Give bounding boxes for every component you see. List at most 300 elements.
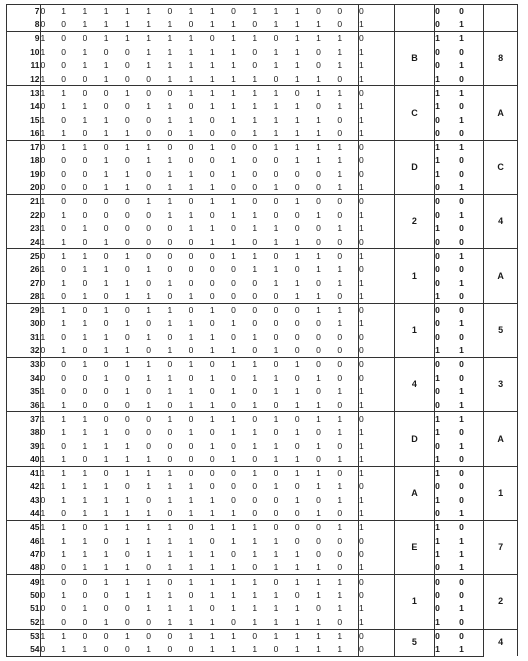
bit-cell: 1 — [273, 182, 279, 193]
row-number: 39 — [7, 439, 41, 453]
bit-cell: 0 — [273, 318, 279, 329]
bit-cell: 1 — [40, 236, 46, 247]
bit-cell: 0 — [337, 114, 343, 125]
code-bit-1: 1 — [435, 412, 460, 426]
bit-cell: 1 — [188, 331, 194, 342]
bit-cell: 0 — [146, 412, 167, 426]
bit-cell: 1 — [125, 140, 146, 154]
code-bit-2: 0 — [459, 466, 484, 480]
bit-cell: 0 — [231, 549, 236, 560]
bit-cell: 1 — [83, 412, 104, 426]
bit-cell: 1 — [294, 236, 300, 247]
bit-cell: 1 — [337, 277, 343, 288]
parity-cell: 0 — [359, 358, 395, 372]
bit-cell: 0 — [40, 603, 46, 614]
bit-cell: 0 — [231, 303, 252, 317]
bit-cell: 1 — [40, 453, 46, 464]
bit-cell: 0 — [104, 629, 125, 643]
bit-cell: 1 — [274, 140, 295, 154]
bit-cell: 1 — [294, 453, 300, 464]
bit-cell: 0 — [40, 345, 46, 356]
row-number: 53 — [7, 629, 41, 643]
bit-cell: 1 — [61, 236, 66, 247]
bit-cell: 0 — [252, 168, 258, 179]
code-bit-1: 1 — [435, 494, 440, 505]
bit-cell: 0 — [61, 195, 82, 209]
group-symbol-left: E — [394, 520, 434, 574]
bit-cell: 1 — [316, 290, 321, 301]
bit-cell: 1 — [125, 629, 146, 643]
bit-cell: 0 — [167, 453, 173, 464]
bit-cell: 1 — [273, 386, 279, 397]
bit-cell: 1 — [83, 249, 104, 263]
bit-cell: 0 — [125, 643, 146, 657]
bit-cell: 1 — [273, 19, 279, 30]
parity-cell: 0 — [359, 235, 395, 249]
code-bit-1: 0 — [435, 264, 440, 275]
bit-cell: 1 — [61, 277, 66, 288]
bit-cell: 0 — [124, 46, 130, 57]
bit-cell: 0 — [61, 562, 66, 573]
bit-cell: 1 — [231, 643, 252, 657]
bit-cell: 1 — [188, 209, 194, 220]
bit-cell: 0 — [252, 155, 258, 166]
bit-cell: 0 — [40, 494, 46, 505]
bit-cell: 1 — [337, 86, 358, 100]
bit-cell: 0 — [274, 575, 295, 589]
bit-cell: 1 — [146, 290, 151, 301]
bit-cell: 1 — [316, 589, 321, 600]
bit-cell: 0 — [316, 182, 321, 193]
group-symbol-right: 5 — [484, 303, 518, 357]
bit-cell: 0 — [167, 86, 188, 100]
bit-cell: 1 — [294, 494, 300, 505]
bit-cell: 1 — [103, 481, 109, 492]
row-number: 17 — [7, 140, 41, 154]
bit-cell: 0 — [82, 168, 88, 179]
bit-cell: 1 — [61, 86, 82, 100]
bit-cell: 1 — [316, 209, 321, 220]
bit-cell: 1 — [103, 114, 109, 125]
row-number: 25 — [7, 249, 41, 263]
bit-cell: 1 — [316, 562, 321, 573]
bit-cell: 1 — [337, 140, 358, 154]
bit-cell: 0 — [209, 155, 215, 166]
bit-cell: 0 — [83, 86, 104, 100]
code-bit-1: 1 — [435, 616, 440, 627]
bit-cell: 1 — [252, 426, 258, 437]
bit-cell: 1 — [231, 535, 236, 546]
bit-cell: 0 — [252, 277, 258, 288]
code-bit-2: 0 — [459, 154, 484, 168]
bit-cell: 0 — [316, 101, 321, 112]
bit-cell: 0 — [167, 249, 188, 263]
table-row — [7, 208, 518, 222]
bit-cell: 0 — [316, 5, 337, 19]
bit-cell: 1 — [231, 249, 252, 263]
code-bit-2: 0 — [459, 520, 484, 534]
table-row — [7, 72, 518, 86]
bit-cell: 1 — [82, 318, 88, 329]
bit-cell: 1 — [210, 643, 231, 657]
bit-cell: 0 — [274, 358, 295, 372]
bit-cell: 1 — [61, 303, 82, 317]
row-number: 29 — [7, 303, 41, 317]
bit-cell: 1 — [82, 101, 88, 112]
bit-cell: 1 — [252, 535, 258, 546]
code-bit-1: 1 — [435, 140, 460, 154]
bit-cell: 0 — [167, 223, 173, 234]
bit-cell: 0 — [252, 195, 273, 209]
bit-cell: 0 — [167, 264, 173, 275]
bit-cell: 1 — [103, 182, 109, 193]
code-bit-2: 0 — [459, 629, 484, 643]
bit-cell: 0 — [103, 318, 109, 329]
bit-cell: 1 — [273, 549, 279, 560]
bit-cell: 1 — [273, 562, 279, 573]
bit-cell: 0 — [337, 19, 343, 30]
code-bit-1: 0 — [435, 19, 440, 30]
code-bit-1: 0 — [435, 399, 440, 410]
bit-cell: 1 — [209, 440, 215, 451]
bit-cell: 0 — [252, 629, 273, 643]
bit-cell: 1 — [252, 86, 273, 100]
row-number: 24 — [7, 235, 41, 249]
bit-cell: 1 — [146, 575, 167, 589]
bit-cell: 0 — [188, 277, 194, 288]
bit-cell: 1 — [189, 86, 210, 100]
bit-cell: 1 — [295, 575, 316, 589]
bit-cell: 1 — [337, 453, 343, 464]
bit-cell: 1 — [316, 616, 321, 627]
bit-cell: 1 — [210, 520, 231, 534]
bit-cell: 0 — [337, 127, 343, 138]
bit-cell: 0 — [103, 399, 109, 410]
bit-cell: 0 — [316, 168, 321, 179]
bit-cell: 0 — [124, 73, 130, 84]
bit-cell: 0 — [124, 60, 130, 71]
bit-cell: 0 — [294, 535, 300, 546]
code-bit-1: 1 — [435, 155, 440, 166]
bit-cell: 1 — [231, 168, 236, 179]
code-bit-1: 1 — [435, 643, 460, 657]
bit-cell: 0 — [316, 549, 321, 560]
bit-cell: 0 — [103, 209, 109, 220]
table-row — [7, 480, 518, 494]
bit-cell: 1 — [252, 73, 258, 84]
table-row — [7, 140, 518, 154]
bit-cell: 1 — [167, 562, 173, 573]
bit-cell: 1 — [209, 399, 215, 410]
bit-cell: 0 — [337, 73, 343, 84]
bit-cell: 1 — [274, 412, 295, 426]
bit-cell: 1 — [188, 426, 194, 437]
bit-cell: 1 — [294, 101, 300, 112]
bit-cell: 0 — [337, 466, 358, 480]
bit-cell: 1 — [252, 331, 258, 342]
bit-cell: 0 — [82, 236, 88, 247]
bit-cell: 0 — [104, 86, 125, 100]
bit-cell: 0 — [252, 318, 258, 329]
bit-cell: 0 — [124, 616, 130, 627]
bit-cell: 0 — [82, 399, 88, 410]
bit-cell: 1 — [231, 60, 236, 71]
bit-cell: 1 — [316, 19, 321, 30]
bit-cell: 0 — [124, 114, 130, 125]
bit-cell: 0 — [40, 182, 46, 193]
code-bit-2: 1 — [459, 385, 484, 399]
bit-cell: 1 — [146, 32, 167, 46]
row-number: 27 — [7, 276, 41, 290]
bit-cell: 0 — [40, 589, 46, 600]
code-bit-1: 1 — [435, 453, 440, 464]
bit-cell: 1 — [295, 32, 316, 46]
bit-cell: 0 — [146, 277, 151, 288]
bit-cell: 1 — [252, 264, 258, 275]
table-row — [7, 493, 518, 507]
bit-cell: 0 — [188, 236, 194, 247]
bit-cell: 0 — [146, 345, 151, 356]
table-row — [7, 534, 518, 548]
bit-cell: 1 — [316, 466, 337, 480]
bit-cell: 0 — [82, 386, 88, 397]
row-number: 18 — [7, 154, 41, 168]
bit-cell: 0 — [103, 535, 109, 546]
bit-cell: 0 — [61, 264, 66, 275]
bit-cell: 1 — [103, 453, 109, 464]
bit-cell: 0 — [210, 32, 231, 46]
bit-cell: 1 — [61, 412, 82, 426]
bit-cell: 1 — [316, 264, 321, 275]
code-bit-1: 1 — [435, 549, 440, 560]
bit-cell: 0 — [104, 195, 125, 209]
bit-cell: 1 — [231, 155, 236, 166]
bit-cell: 0 — [40, 249, 61, 263]
bit-cell: 1 — [40, 399, 46, 410]
bit-cell: 0 — [189, 303, 210, 317]
bit-cell: 1 — [61, 466, 82, 480]
bit-cell: 0 — [146, 318, 151, 329]
bit-cell: 0 — [83, 520, 104, 534]
bit-cell: 0 — [252, 562, 258, 573]
bit-cell: 1 — [316, 303, 337, 317]
code-bit-1: 1 — [435, 73, 440, 84]
code-bit-2: 0 — [459, 616, 484, 630]
bit-cell: 0 — [82, 127, 88, 138]
bit-cell: 0 — [125, 303, 146, 317]
bit-cell: 1 — [294, 426, 300, 437]
bit-cell: 1 — [40, 481, 46, 492]
bit-cell: 1 — [103, 155, 109, 166]
bit-cell: 0 — [61, 182, 66, 193]
bit-cell: 1 — [125, 86, 146, 100]
bit-cell: 1 — [294, 127, 300, 138]
parity-cell: 1 — [359, 113, 395, 127]
bit-cell: 1 — [167, 182, 173, 193]
bit-cell: 0 — [294, 345, 300, 356]
bit-cell: 1 — [146, 508, 151, 519]
bit-cell: 1 — [61, 345, 66, 356]
bit-cell: 1 — [231, 426, 236, 437]
bit-cell: 1 — [188, 494, 194, 505]
bit-cell: 1 — [337, 155, 343, 166]
bit-cell: 0 — [337, 249, 358, 263]
bit-cell: 0 — [189, 249, 210, 263]
bit-cell: 1 — [61, 140, 82, 154]
parity-cell: 1 — [359, 208, 395, 222]
bit-cell: 0 — [337, 399, 343, 410]
group-symbol-left: A — [394, 466, 434, 520]
bit-cell: 0 — [167, 629, 188, 643]
row-number: 49 — [7, 575, 41, 589]
bit-cell: 0 — [40, 140, 61, 154]
bit-cell: 1 — [124, 453, 130, 464]
bit-cell: 1 — [252, 101, 258, 112]
row-number: 45 — [7, 520, 41, 534]
bit-cell: 0 — [273, 155, 279, 166]
bit-cell: 1 — [103, 426, 109, 437]
bit-cell: 0 — [40, 358, 61, 372]
bit-cell: 1 — [316, 140, 337, 154]
bit-cell: 0 — [40, 5, 61, 19]
bit-cell: 0 — [316, 453, 321, 464]
row-number: 22 — [7, 208, 41, 222]
bit-cell: 0 — [103, 46, 109, 57]
bit-cell: 1 — [146, 19, 151, 30]
bit-cell: 0 — [294, 508, 300, 519]
code-bit-1: 0 — [435, 508, 440, 519]
bit-cell: 1 — [316, 440, 321, 451]
table-row — [7, 262, 518, 276]
bit-cell: 0 — [316, 426, 321, 437]
bit-cell: 1 — [210, 195, 231, 209]
group-symbol-right: 4 — [484, 195, 518, 249]
bit-cell: 1 — [209, 73, 215, 84]
bit-cell: 0 — [188, 345, 194, 356]
bit-cell: 1 — [146, 155, 151, 166]
bit-cell: 0 — [103, 223, 109, 234]
bit-cell: 1 — [104, 5, 125, 19]
code-bit-2: 1 — [459, 208, 484, 222]
bit-cell: 1 — [188, 399, 194, 410]
bit-cell: 0 — [337, 209, 343, 220]
code-bit-2: 1 — [459, 643, 484, 657]
bit-cell: 1 — [294, 60, 300, 71]
code-bit-2: 0 — [459, 453, 484, 467]
bit-cell: 0 — [294, 168, 300, 179]
bit-cell: 0 — [103, 101, 109, 112]
code-bit-1: 1 — [435, 290, 440, 301]
bit-cell: 1 — [146, 331, 151, 342]
bit-cell: 1 — [40, 73, 46, 84]
bit-cell: 1 — [83, 140, 104, 154]
bit-cell: 1 — [146, 549, 151, 560]
bit-cell: 0 — [61, 603, 66, 614]
bit-cell: 1 — [40, 114, 46, 125]
bit-cell: 1 — [146, 399, 151, 410]
bit-cell: 1 — [294, 386, 300, 397]
bit-cell: 1 — [167, 60, 173, 71]
bit-cell: 1 — [104, 520, 125, 534]
bit-cell: 1 — [188, 386, 194, 397]
bit-cell: 1 — [295, 5, 316, 19]
bit-cell: 1 — [125, 358, 146, 372]
bit-cell: 1 — [146, 5, 167, 19]
group-symbol-right: C — [484, 140, 518, 194]
bit-cell: 1 — [231, 386, 236, 397]
bit-cell: 0 — [124, 399, 130, 410]
bit-cell: 1 — [104, 575, 125, 589]
bit-cell: 0 — [294, 182, 300, 193]
bit-cell: 0 — [231, 331, 236, 342]
group-symbol-left — [394, 5, 434, 32]
bit-cell: 0 — [337, 508, 343, 519]
row-number: 40 — [7, 453, 41, 467]
bit-cell: 1 — [337, 629, 358, 643]
bit-cell: 1 — [295, 140, 316, 154]
bit-cell: 1 — [252, 249, 273, 263]
bit-cell: 1 — [167, 589, 173, 600]
code-bit-2: 1 — [459, 18, 484, 32]
bit-cell: 1 — [273, 60, 279, 71]
table-row — [7, 303, 518, 317]
table-row — [7, 249, 518, 263]
group-symbol-right: 1 — [484, 466, 518, 520]
bit-cell: 0 — [104, 358, 125, 372]
code-bit-2: 0 — [459, 100, 484, 114]
parity-cell: 1 — [359, 59, 395, 73]
bit-cell: 1 — [167, 549, 173, 560]
row-number: 15 — [7, 113, 41, 127]
bit-cell: 1 — [189, 32, 210, 46]
parity-cell: 0 — [359, 344, 395, 358]
bit-cell: 1 — [316, 399, 321, 410]
bit-cell: 1 — [82, 549, 88, 560]
parity-cell: 0 — [359, 167, 395, 181]
bit-cell: 0 — [167, 331, 173, 342]
bit-cell: 1 — [209, 236, 215, 247]
bit-cell: 0 — [252, 412, 273, 426]
bit-cell: 0 — [316, 386, 321, 397]
bit-cell: 1 — [146, 195, 167, 209]
bit-cell: 0 — [124, 331, 130, 342]
bit-cell: 0 — [188, 101, 194, 112]
code-bit-2: 0 — [459, 167, 484, 181]
bit-cell: 0 — [337, 549, 343, 560]
bit-cell: 0 — [294, 372, 300, 383]
bit-cell: 0 — [273, 399, 279, 410]
bit-cell: 0 — [83, 195, 104, 209]
parity-cell: 0 — [359, 86, 395, 100]
code-bit-1: 1 — [435, 86, 460, 100]
bit-cell: 1 — [294, 290, 300, 301]
bit-cell: 1 — [316, 481, 321, 492]
bit-cell: 1 — [124, 182, 130, 193]
bit-cell: 0 — [316, 345, 321, 356]
group-symbol-left: D — [394, 412, 434, 466]
code-bit-2: 1 — [459, 412, 484, 426]
bit-cell: 1 — [167, 19, 173, 30]
row-number: 21 — [7, 195, 41, 209]
bit-cell: 1 — [103, 616, 109, 627]
bit-cell: 0 — [273, 426, 279, 437]
bit-cell: 1 — [82, 19, 88, 30]
table-row — [7, 222, 518, 236]
bit-cell: 1 — [40, 32, 61, 46]
code-bit-1: 0 — [435, 46, 440, 57]
bit-cell: 1 — [316, 155, 321, 166]
bit-cell: 1 — [316, 73, 321, 84]
